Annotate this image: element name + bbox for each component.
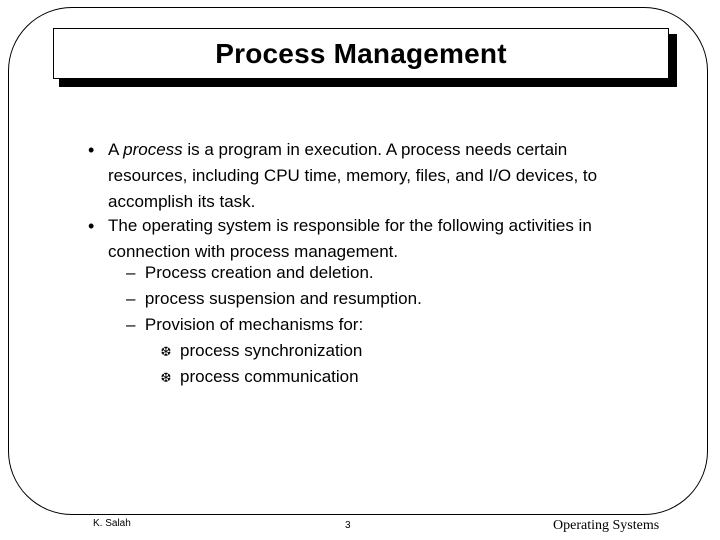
bullet-1	[108, 137, 597, 215]
sub-sub-item-1-text: process synchronization	[180, 341, 363, 360]
bullet-1-line-1-rest: is a program in execution. A process needs certain	[182, 140, 568, 159]
bullet-1-line-1	[108, 137, 597, 163]
dash-marker: –	[126, 315, 136, 334]
title-box	[53, 28, 669, 79]
bullet-1-line-2: resources, including CPU time, memory, files, and I/O devices, to	[108, 166, 598, 185]
sub-item-2-text: process suspension and resumption.	[144, 289, 422, 308]
footer-course: Operating Systems	[553, 518, 660, 533]
slide-title: Process Management	[215, 37, 507, 69]
sub-item-1-text: Process creation and deletion.	[144, 263, 374, 282]
bullet-2-line-1: The operating system is responsible for the following activities in	[108, 216, 592, 235]
sub-item-1	[126, 260, 374, 286]
footer-author: K. Salah	[93, 518, 131, 529]
sub-sub-item-2-text: process communication	[180, 367, 359, 386]
bullet-1-line-3: accomplish its task.	[108, 192, 256, 211]
bullet-2	[108, 213, 592, 265]
snowflake-icon: ❆	[160, 344, 172, 359]
bullet-1-pre: A	[108, 140, 124, 159]
bullet-marker-1: •	[88, 140, 95, 160]
snowflake-icon: ❆	[160, 370, 172, 385]
bullet-1-emphasis: process	[123, 140, 183, 159]
bullet-2-line-2: connection with process management.	[108, 242, 399, 261]
sub-item-3	[126, 312, 363, 338]
dash-marker: –	[126, 263, 136, 282]
sub-item-2	[126, 286, 422, 312]
dash-marker: –	[126, 289, 136, 308]
sub-item-3-text: Provision of mechanisms for:	[144, 315, 364, 334]
footer-page-number: 3	[345, 520, 351, 531]
sub-sub-item-1	[160, 338, 362, 365]
sub-sub-item-2	[160, 364, 359, 391]
bullet-marker-2: •	[88, 216, 95, 236]
